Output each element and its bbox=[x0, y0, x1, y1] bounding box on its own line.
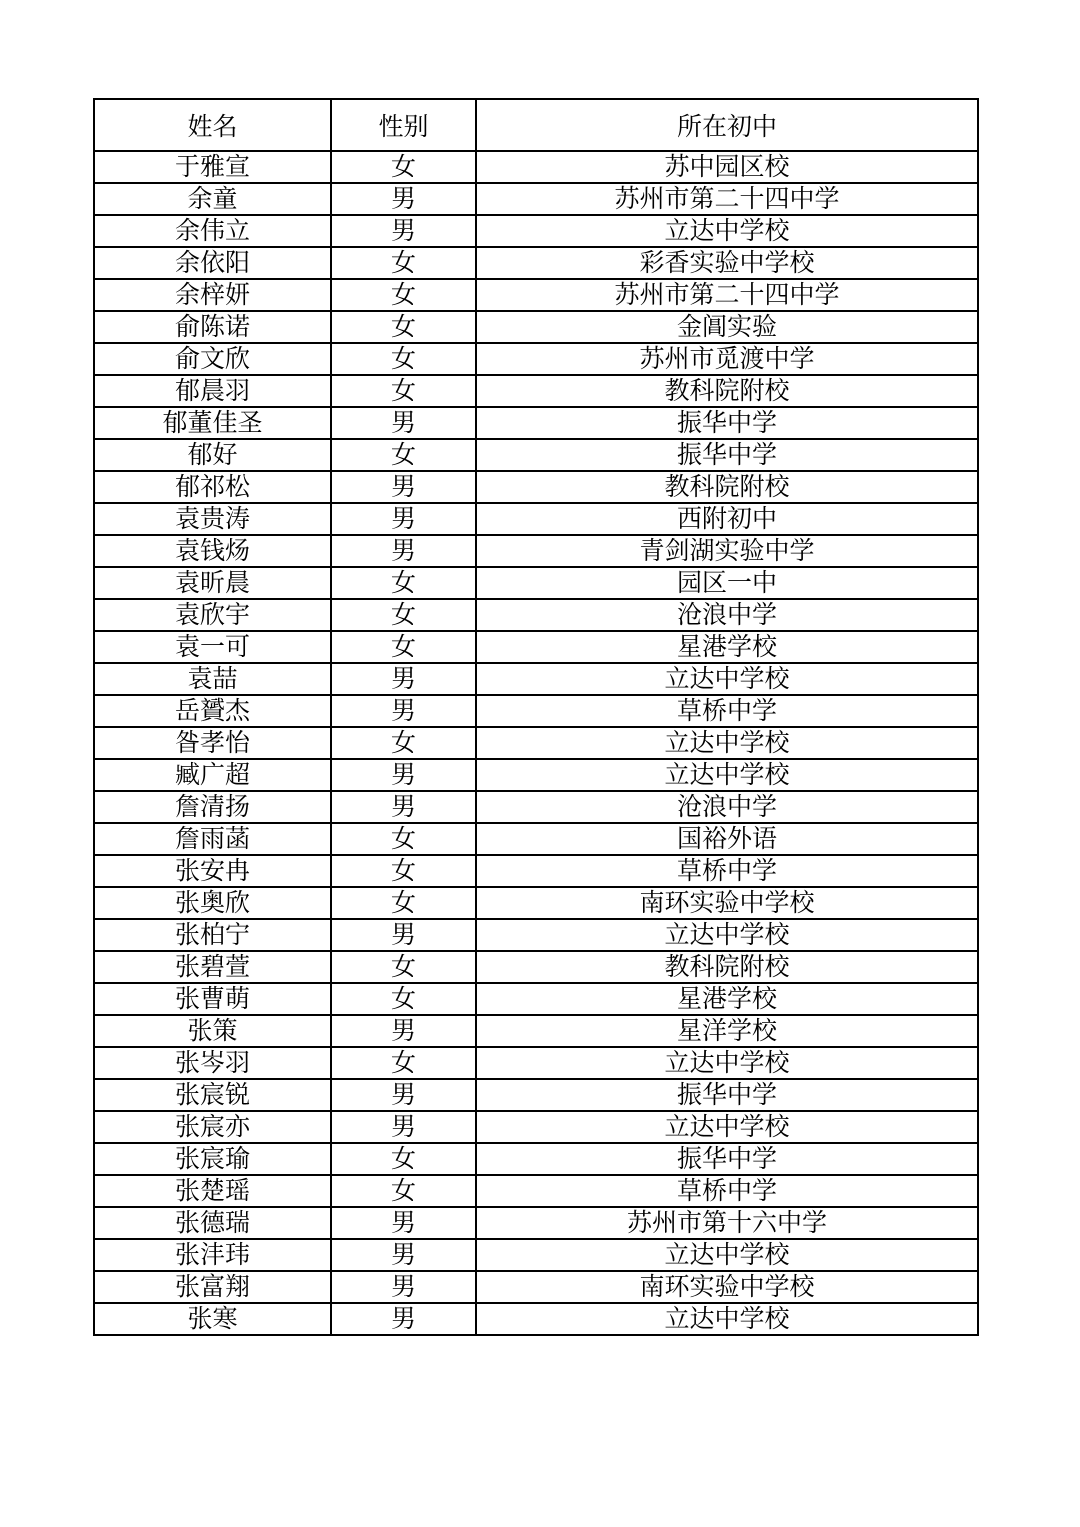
table-row bbox=[94, 247, 978, 279]
cell-gender: 女 bbox=[331, 855, 476, 887]
table-body bbox=[94, 151, 978, 1335]
cell-gender: 女 bbox=[331, 375, 476, 407]
table-row bbox=[94, 855, 978, 887]
cell-school: 青剑湖实验中学 bbox=[476, 535, 978, 567]
cell-name: 张奥欣 bbox=[94, 887, 331, 919]
table-row bbox=[94, 663, 978, 695]
cell-name: 张策 bbox=[94, 1015, 331, 1047]
header-row bbox=[94, 99, 978, 151]
table-row bbox=[94, 1271, 978, 1303]
cell-name: 张寒 bbox=[94, 1303, 331, 1335]
cell-name: 张德瑞 bbox=[94, 1207, 331, 1239]
cell-name: 张沣玮 bbox=[94, 1239, 331, 1271]
cell-gender: 女 bbox=[331, 439, 476, 471]
cell-name: 昝孝怡 bbox=[94, 727, 331, 759]
cell-name: 余童 bbox=[94, 183, 331, 215]
cell-name: 张柏宁 bbox=[94, 919, 331, 951]
cell-school: 沧浪中学 bbox=[476, 791, 978, 823]
table-row bbox=[94, 1143, 978, 1175]
cell-school: 立达中学校 bbox=[476, 727, 978, 759]
table-header bbox=[94, 99, 978, 151]
cell-name: 袁喆 bbox=[94, 663, 331, 695]
table-row bbox=[94, 471, 978, 503]
cell-name: 詹雨菡 bbox=[94, 823, 331, 855]
cell-gender: 男 bbox=[331, 535, 476, 567]
table-row bbox=[94, 951, 978, 983]
cell-school: 立达中学校 bbox=[476, 1047, 978, 1079]
cell-gender: 男 bbox=[331, 759, 476, 791]
cell-gender: 男 bbox=[331, 695, 476, 727]
cell-gender: 男 bbox=[331, 791, 476, 823]
table-row bbox=[94, 535, 978, 567]
header-name: 姓名 bbox=[94, 99, 331, 151]
table-row bbox=[94, 567, 978, 599]
table-row bbox=[94, 1303, 978, 1335]
cell-gender: 男 bbox=[331, 471, 476, 503]
cell-school: 草桥中学 bbox=[476, 855, 978, 887]
cell-name: 詹清扬 bbox=[94, 791, 331, 823]
cell-name: 于雅宣 bbox=[94, 151, 331, 183]
cell-name: 袁钱炀 bbox=[94, 535, 331, 567]
cell-name: 袁昕晨 bbox=[94, 567, 331, 599]
cell-school: 草桥中学 bbox=[476, 1175, 978, 1207]
cell-gender: 女 bbox=[331, 823, 476, 855]
cell-name: 张安冉 bbox=[94, 855, 331, 887]
table-row bbox=[94, 887, 978, 919]
cell-school: 立达中学校 bbox=[476, 759, 978, 791]
cell-gender: 女 bbox=[331, 1143, 476, 1175]
cell-school: 苏州市第十六中学 bbox=[476, 1207, 978, 1239]
table-row bbox=[94, 599, 978, 631]
cell-name: 张碧萱 bbox=[94, 951, 331, 983]
cell-name: 张宸锐 bbox=[94, 1079, 331, 1111]
cell-school: 星港学校 bbox=[476, 983, 978, 1015]
cell-school: 振华中学 bbox=[476, 439, 978, 471]
header-school: 所在初中 bbox=[476, 99, 978, 151]
cell-school: 金阊实验 bbox=[476, 311, 978, 343]
header-gender: 性别 bbox=[331, 99, 476, 151]
cell-school: 草桥中学 bbox=[476, 695, 978, 727]
table-row bbox=[94, 983, 978, 1015]
cell-name: 俞文欣 bbox=[94, 343, 331, 375]
cell-school: 星洋学校 bbox=[476, 1015, 978, 1047]
table-row bbox=[94, 375, 978, 407]
cell-school: 苏中园区校 bbox=[476, 151, 978, 183]
cell-gender: 男 bbox=[331, 215, 476, 247]
cell-gender: 女 bbox=[331, 951, 476, 983]
cell-school: 振华中学 bbox=[476, 1079, 978, 1111]
table-row bbox=[94, 311, 978, 343]
student-roster-table bbox=[93, 98, 979, 1336]
cell-name: 袁贵涛 bbox=[94, 503, 331, 535]
cell-school: 立达中学校 bbox=[476, 1111, 978, 1143]
cell-name: 余梓妍 bbox=[94, 279, 331, 311]
table-row bbox=[94, 1175, 978, 1207]
cell-name: 张曹萌 bbox=[94, 983, 331, 1015]
cell-gender: 男 bbox=[331, 1079, 476, 1111]
cell-school: 立达中学校 bbox=[476, 919, 978, 951]
cell-gender: 男 bbox=[331, 1015, 476, 1047]
cell-gender: 女 bbox=[331, 343, 476, 375]
cell-gender: 男 bbox=[331, 503, 476, 535]
cell-gender: 女 bbox=[331, 247, 476, 279]
cell-gender: 女 bbox=[331, 1047, 476, 1079]
cell-gender: 女 bbox=[331, 727, 476, 759]
table-row bbox=[94, 1239, 978, 1271]
table-row bbox=[94, 183, 978, 215]
cell-name: 张岑羽 bbox=[94, 1047, 331, 1079]
table-row bbox=[94, 1111, 978, 1143]
table-row bbox=[94, 791, 978, 823]
cell-name: 余依阳 bbox=[94, 247, 331, 279]
cell-gender: 女 bbox=[331, 983, 476, 1015]
cell-name: 余伟立 bbox=[94, 215, 331, 247]
cell-school: 星港学校 bbox=[476, 631, 978, 663]
cell-school: 苏州市觅渡中学 bbox=[476, 343, 978, 375]
cell-school: 南环实验中学校 bbox=[476, 887, 978, 919]
cell-gender: 女 bbox=[331, 567, 476, 599]
cell-gender: 男 bbox=[331, 1207, 476, 1239]
cell-gender: 男 bbox=[331, 407, 476, 439]
cell-school: 国裕外语 bbox=[476, 823, 978, 855]
table-row bbox=[94, 215, 978, 247]
cell-school: 振华中学 bbox=[476, 1143, 978, 1175]
table-row bbox=[94, 823, 978, 855]
cell-name: 郁祁松 bbox=[94, 471, 331, 503]
cell-gender: 男 bbox=[331, 1111, 476, 1143]
cell-gender: 女 bbox=[331, 631, 476, 663]
table-row bbox=[94, 1207, 978, 1239]
cell-name: 岳贇杰 bbox=[94, 695, 331, 727]
cell-gender: 男 bbox=[331, 919, 476, 951]
cell-school: 立达中学校 bbox=[476, 1239, 978, 1271]
cell-gender: 女 bbox=[331, 887, 476, 919]
cell-name: 郁晨羽 bbox=[94, 375, 331, 407]
cell-school: 教科院附校 bbox=[476, 375, 978, 407]
cell-school: 西附初中 bbox=[476, 503, 978, 535]
cell-gender: 女 bbox=[331, 279, 476, 311]
table-row bbox=[94, 695, 978, 727]
cell-school: 沧浪中学 bbox=[476, 599, 978, 631]
cell-school: 立达中学校 bbox=[476, 215, 978, 247]
table-row bbox=[94, 439, 978, 471]
table-row bbox=[94, 759, 978, 791]
cell-gender: 男 bbox=[331, 663, 476, 695]
table-row bbox=[94, 151, 978, 183]
cell-gender: 男 bbox=[331, 1271, 476, 1303]
cell-name: 张宸瑜 bbox=[94, 1143, 331, 1175]
cell-name: 臧广超 bbox=[94, 759, 331, 791]
cell-gender: 女 bbox=[331, 151, 476, 183]
table-row bbox=[94, 631, 978, 663]
cell-school: 园区一中 bbox=[476, 567, 978, 599]
cell-gender: 女 bbox=[331, 599, 476, 631]
table-row bbox=[94, 503, 978, 535]
cell-name: 袁欣宇 bbox=[94, 599, 331, 631]
cell-school: 苏州市第二十四中学 bbox=[476, 183, 978, 215]
table-row bbox=[94, 1047, 978, 1079]
cell-name: 郁好 bbox=[94, 439, 331, 471]
cell-name: 俞陈诺 bbox=[94, 311, 331, 343]
table-row bbox=[94, 407, 978, 439]
cell-school: 教科院附校 bbox=[476, 471, 978, 503]
table-row bbox=[94, 727, 978, 759]
cell-gender: 女 bbox=[331, 311, 476, 343]
cell-gender: 女 bbox=[331, 1175, 476, 1207]
table-row bbox=[94, 1079, 978, 1111]
cell-name: 张富翔 bbox=[94, 1271, 331, 1303]
cell-school: 立达中学校 bbox=[476, 1303, 978, 1335]
cell-school: 立达中学校 bbox=[476, 663, 978, 695]
table-row bbox=[94, 919, 978, 951]
cell-name: 张宸亦 bbox=[94, 1111, 331, 1143]
cell-name: 张楚瑶 bbox=[94, 1175, 331, 1207]
cell-school: 苏州市第二十四中学 bbox=[476, 279, 978, 311]
cell-name: 袁一可 bbox=[94, 631, 331, 663]
cell-school: 南环实验中学校 bbox=[476, 1271, 978, 1303]
cell-gender: 男 bbox=[331, 1303, 476, 1335]
table-row bbox=[94, 1015, 978, 1047]
cell-school: 彩香实验中学校 bbox=[476, 247, 978, 279]
table-row bbox=[94, 279, 978, 311]
cell-gender: 男 bbox=[331, 1239, 476, 1271]
cell-gender: 男 bbox=[331, 183, 476, 215]
cell-school: 教科院附校 bbox=[476, 951, 978, 983]
cell-name: 郁董佳圣 bbox=[94, 407, 331, 439]
table-row bbox=[94, 343, 978, 375]
cell-school: 振华中学 bbox=[476, 407, 978, 439]
